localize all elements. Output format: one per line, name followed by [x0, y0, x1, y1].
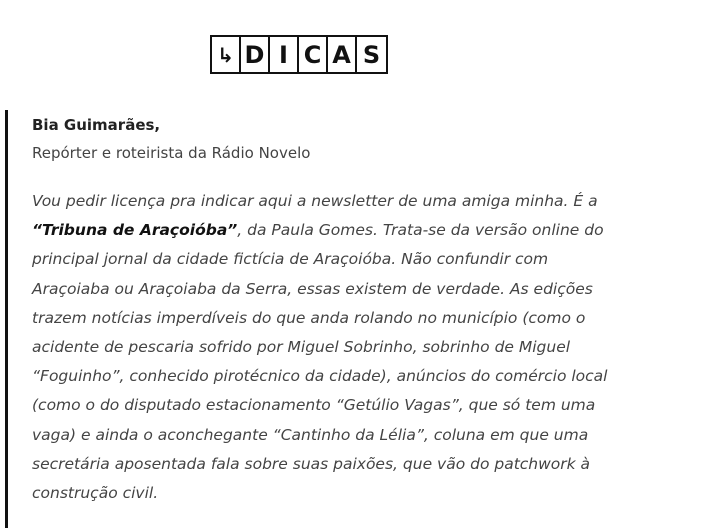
body-rest: , da Paula Gomes. Trata-se da versão online do principal jornal da cidade fictícia de Araçoióba. Não confundir com Araçoiaba ou Araçoiaba da Serra, essas existem de verdade. As edições trazem notícias imperdíveis do que anda rolando no município (como o acidente de pescaria sofrido por Miguel Sobrinho, sobrinho de Miguel “Foguinho”, conhecido pirotécnico da cidade), anúncios do comércio local (como o do disputado estacionamento “Getúlio Vagas”, que só tem uma vaga) e ainda o aconchegante “Cantinho da Lélia”, coluna em que uma secretária aposentada fala sobre suas paixões, que vão do patchwork à construção civil.: [32, 221, 608, 503]
logo-letter-a: A: [328, 37, 357, 72]
recommendation-block: [32, 113, 612, 524]
newsletter-title: “Tribuna de Araçoióba”: [32, 221, 238, 240]
quote-bar: [5, 110, 8, 528]
recommendation-text: [32, 187, 612, 508]
dicas-logo: [210, 35, 388, 74]
logo-letter-d: D: [241, 37, 270, 72]
logo-letter-c: C: [299, 37, 328, 72]
logo-letter-i: I: [270, 37, 299, 72]
logo-letter-s: S: [362, 40, 381, 69]
author-role: Repórter e roteirista da Rádio Novelo: [32, 144, 311, 162]
author-name: Bia Guimarães,: [32, 116, 161, 134]
arrow-return-icon: ↳: [212, 37, 241, 72]
body-intro: Vou pedir licença pra indicar aqui a newsletter de uma amiga minha. É a: [32, 192, 598, 210]
